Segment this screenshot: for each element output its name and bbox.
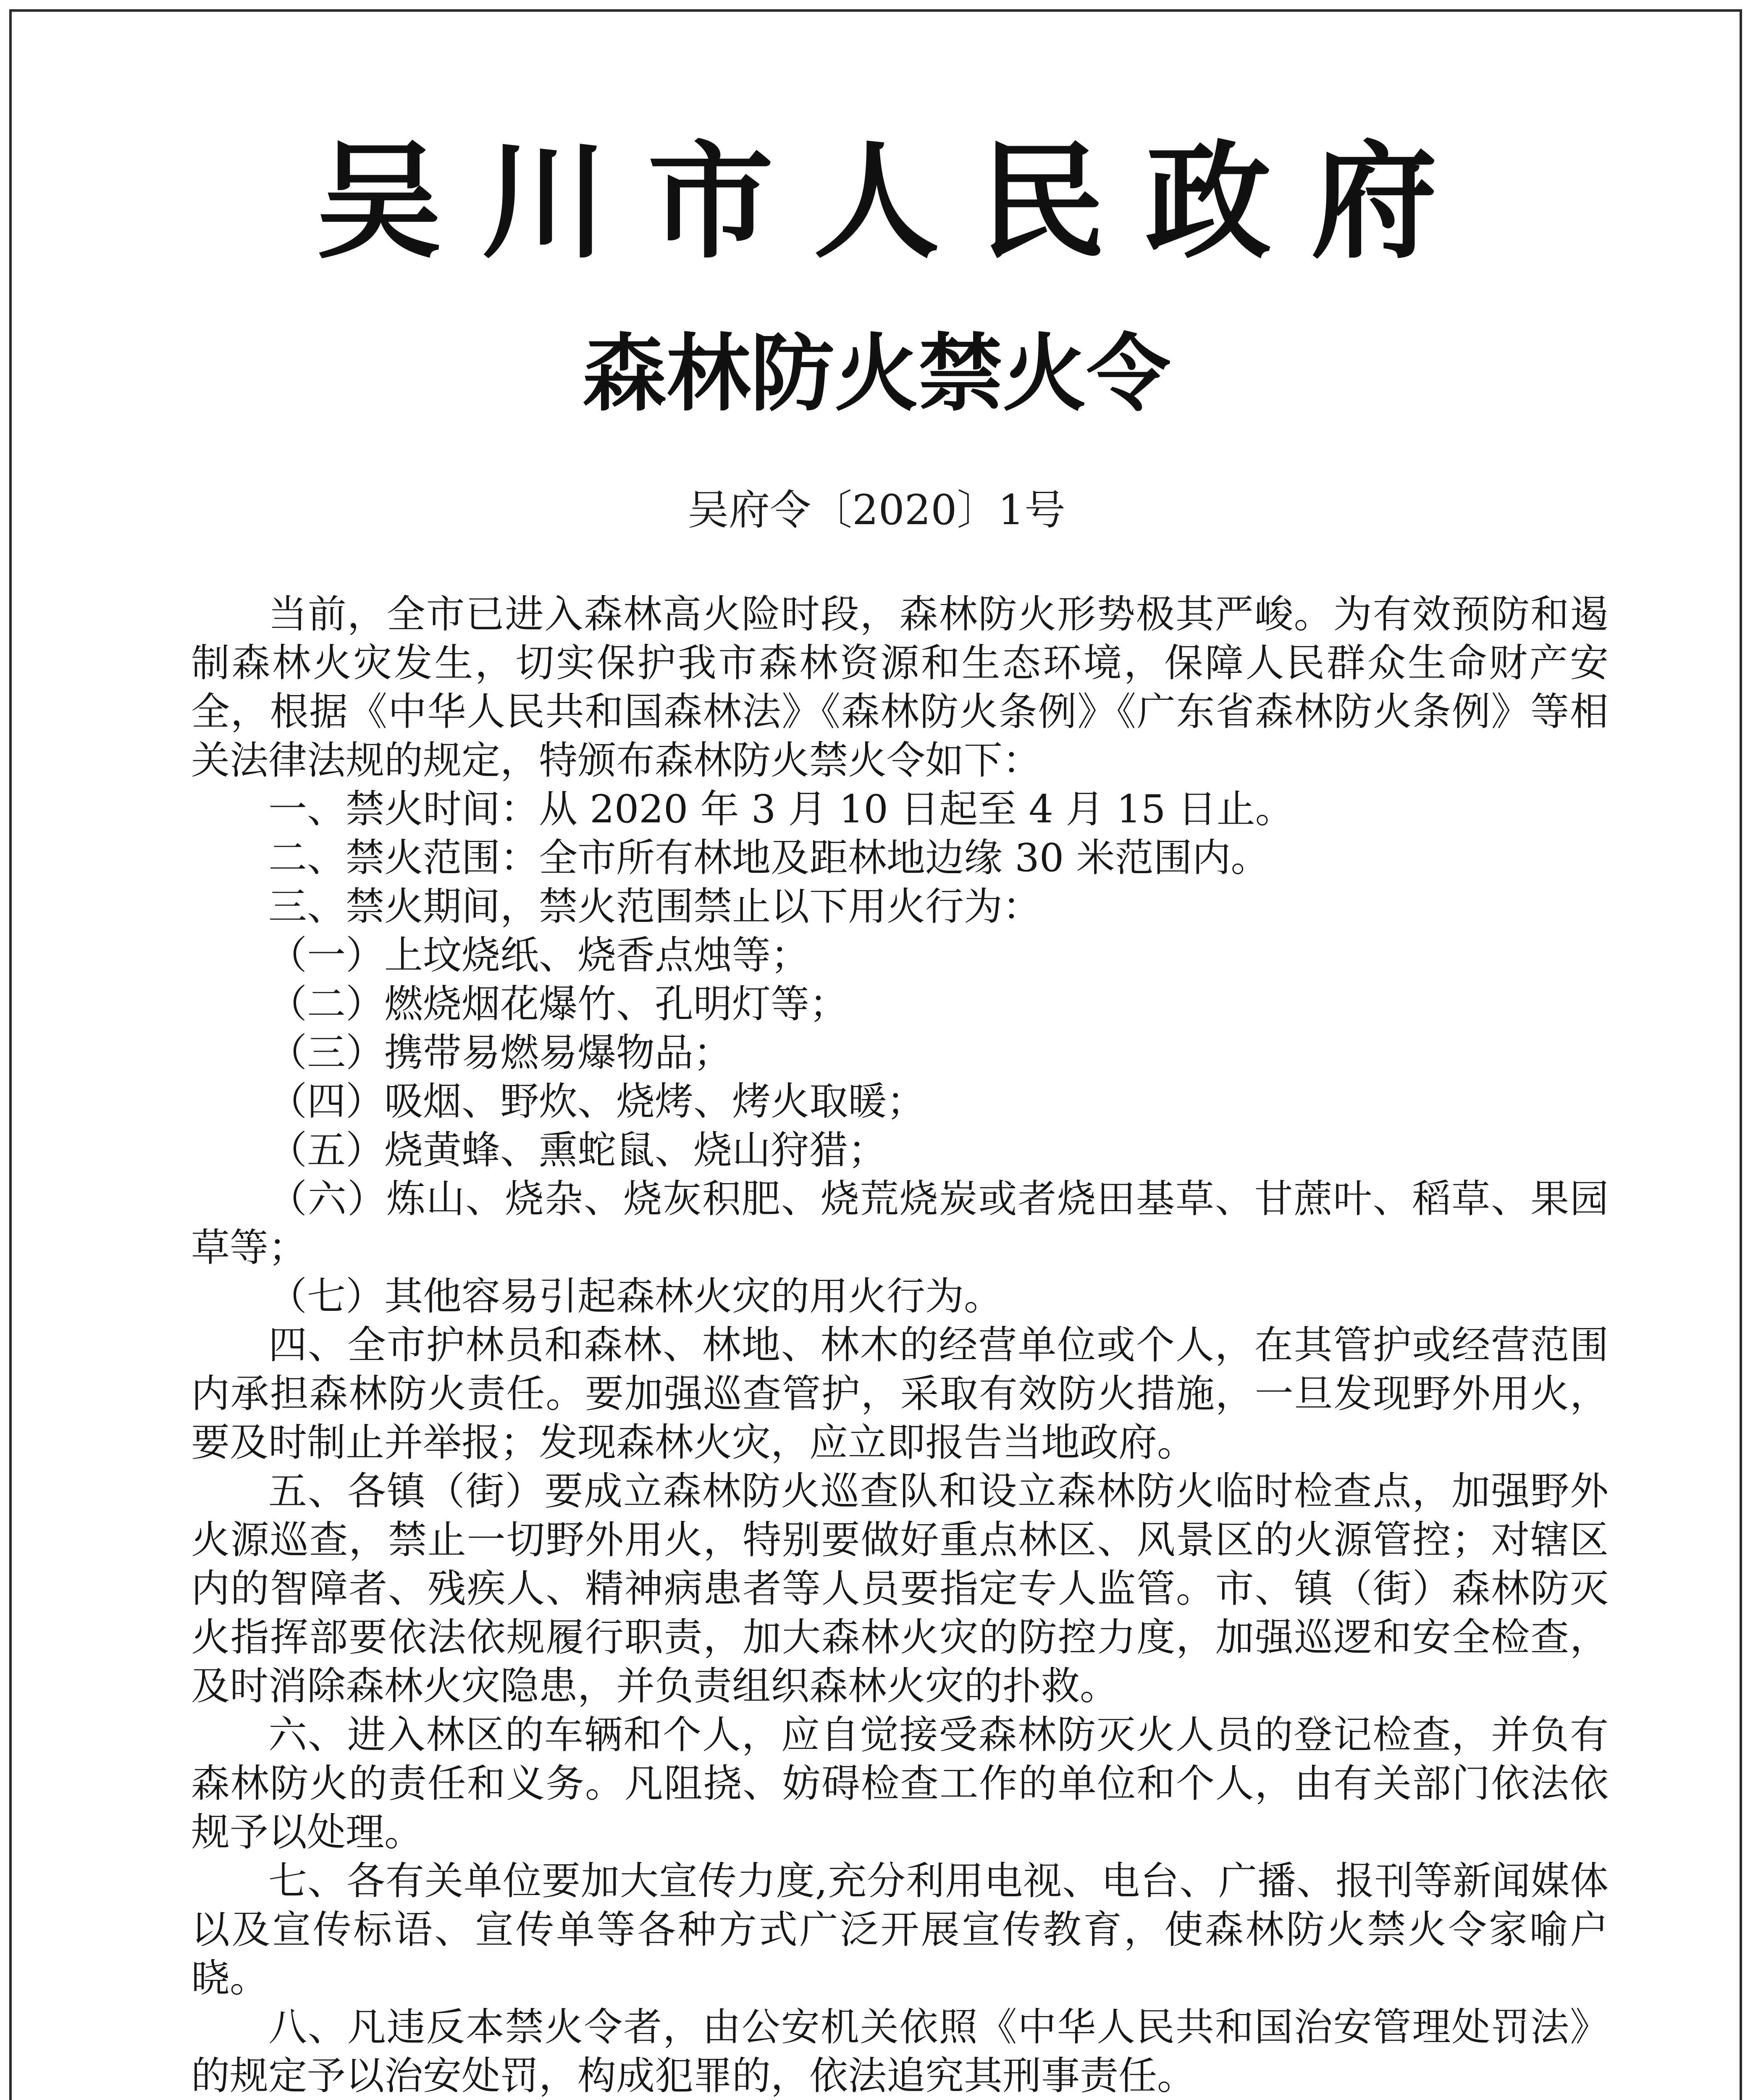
paragraph-item-3: 三、禁火期间，禁火范围禁止以下用火行为：	[268, 884, 1042, 929]
issuing-authority-title: 吴川市人民政府	[316, 127, 1477, 276]
paragraph-item-4: 四、全市护林员和森林、林地、林木的经营单位或个人，在其管护或经营范围内承担森林防火责任。要加强巡查管护，采取有效防火措施，一旦发现野外用火，要及时制止并举报；发现森林火灾，应立即报告当地政府。	[191, 1323, 1609, 1465]
paragraph-preamble: 当前，全市已进入森林高火险时段，森林防火形势极其严峻。为有效预防和遏制森林火灾发生，切实保护我市森林资源和生态环境，保障人民群众生命财产安全，根据《中华人民共和国森林法》《森林防火条例》《广东省森林防火条例》等相关法律法规的规定，特颁布森林防火禁火令如下：	[191, 592, 1609, 783]
sub-item-3: （三）携带易燃易爆物品；	[268, 1030, 732, 1075]
paragraph-item-7: 七、各有关单位要加大宣传力度,充分利用电视、电台、广播、报刊等新闻媒体以及宣传标语、宣传单等各种方式广泛开展宣传教育，使森林防火禁火令家喻户晓。	[191, 1858, 1609, 2001]
document-body	[191, 590, 1609, 2100]
paragraph-item-1: 一、禁火时间：从 2020 年 3 月 10 日起至 4 月 15 日止。	[268, 787, 1294, 832]
sub-item-5: （五）烧黄蜂、熏蛇鼠、烧山狩猎；	[268, 1128, 887, 1173]
paragraph-item-2: 二、禁火范围：全市所有林地及距林地边缘 30 米范围内。	[268, 835, 1270, 880]
sub-item-4: （四）吸烟、野炊、烧烤、烤火取暖；	[268, 1079, 926, 1124]
sub-item-7: （七）其他容易引起森林火灾的用火行为。	[268, 1274, 1003, 1319]
sub-item-2: （二）燃烧烟花爆竹、孔明灯等；	[268, 982, 848, 1026]
paragraph-item-6: 六、进入林区的车辆和个人，应自觉接受森林防灭火人员的登记检查，并负有森林防火的责任和义务。凡阻挠、妨碍检查工作的单位和个人，由有关部门依法依规予以处理。	[191, 1712, 1609, 1855]
paragraph-item-5: 五、各镇（街）要成立森林防火巡查队和设立森林防火临时检查点，加强野外火源巡查，禁止一切野外用火，特别要做好重点林区、风景区的火源管控；对辖区内的智障者、残疾人、精神病患者等人员要指定专人监管。市、镇（街）森林防灭火指挥部要依法依规履行职责，加大森林火灾的防控力度，加强巡逻和安全检查，及时消除森林火灾隐患，并负责组织森林火灾的扑救。	[191, 1469, 1609, 1709]
sub-item-1: （一）上坟烧纸、烧香点烛等；	[268, 933, 810, 978]
document-number: 吴府令〔2020〕1号	[688, 486, 1065, 534]
sub-item-6: （六）炼山、烧杂、烧灰积肥、烧荒烧炭或者烧田基草、甘蔗叶、稻草、果园草等；	[191, 1176, 1609, 1270]
paragraph-item-8: 八、凡违反本禁火令者，由公安机关依照《中华人民共和国治安管理处罚法》的规定予以治安处罚，构成犯罪的，依法追究其刑事责任。	[191, 2005, 1609, 2098]
document-title: 森林防火禁火令	[582, 324, 1170, 423]
